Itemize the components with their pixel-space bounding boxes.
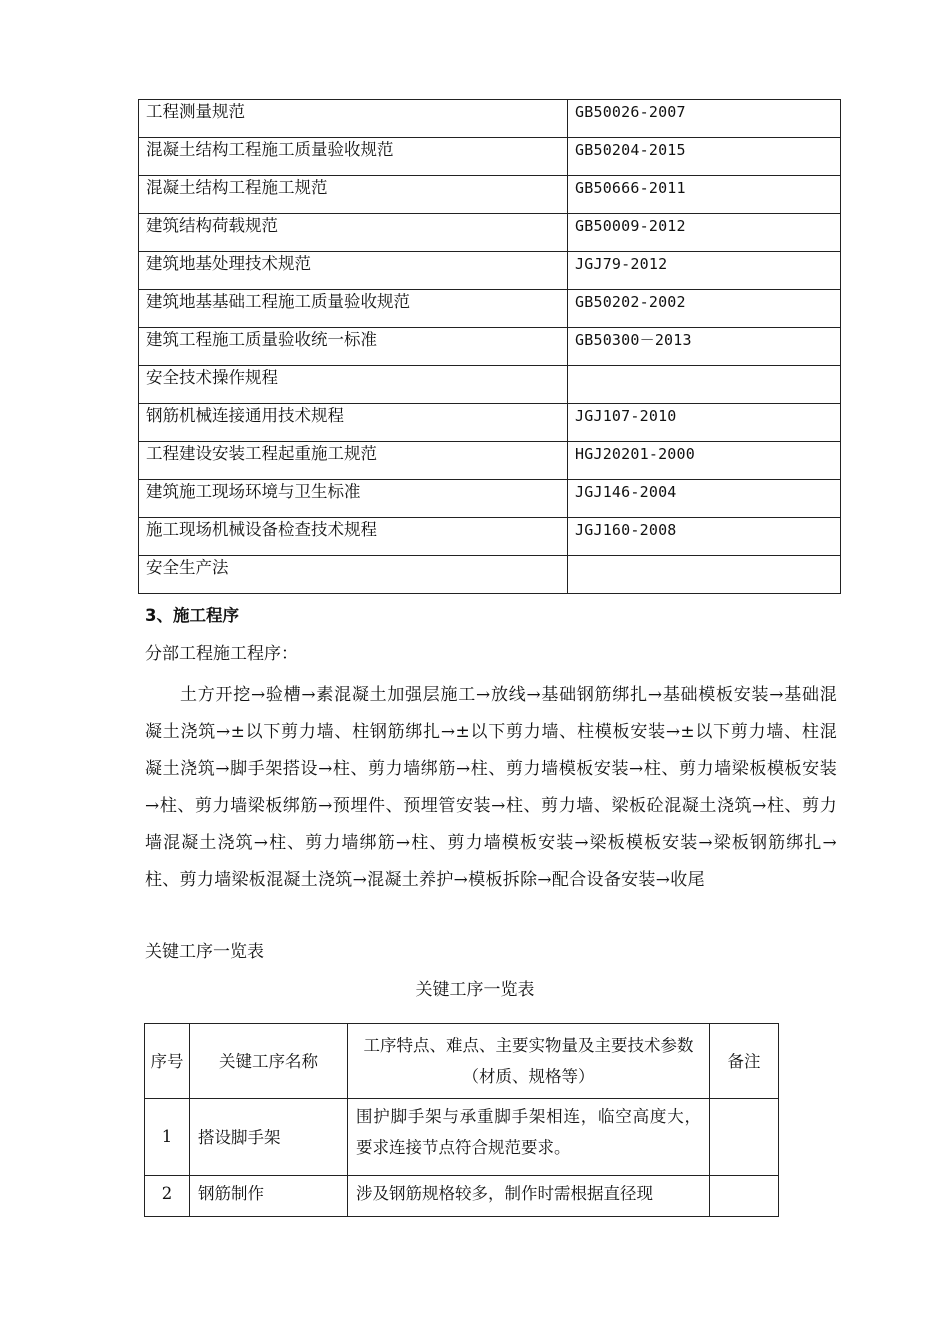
table-row (139, 214, 841, 252)
row-name: 钢筋制作 (190, 1176, 348, 1217)
table-row (139, 556, 841, 594)
row-note (710, 1099, 779, 1176)
standard-code: GB50300－2013 (568, 328, 841, 366)
table-row (139, 290, 841, 328)
section-intro: 分部工程施工程序： (145, 644, 298, 664)
standard-name: 工程测量规范 (139, 100, 568, 138)
standard-code (568, 556, 841, 594)
table-row (139, 442, 841, 480)
standard-code: JGJ146-2004 (568, 480, 841, 518)
row-desc: 涉及钢筋规格较多，制作时需根据直径现 (348, 1176, 710, 1217)
standard-name: 钢筋机械连接通用技术规程 (139, 404, 568, 442)
table-row (139, 138, 841, 176)
standard-code: JGJ107-2010 (568, 404, 841, 442)
table-row (139, 404, 841, 442)
header-name: 关键工序名称 (190, 1024, 348, 1099)
table-row (145, 1099, 779, 1176)
section-heading: 3、施工程序 (145, 606, 239, 625)
key-process-table (144, 1023, 779, 1217)
standard-code: GB50202-2002 (568, 290, 841, 328)
standard-name: 建筑工程施工质量验收统一标准 (139, 328, 568, 366)
standard-name: 混凝土结构工程施工质量验收规范 (139, 138, 568, 176)
table-row (139, 100, 841, 138)
row-name: 搭设脚手架 (190, 1099, 348, 1176)
standard-code: JGJ79-2012 (568, 252, 841, 290)
table-row (145, 1176, 779, 1217)
standard-name: 建筑地基基础工程施工质量验收规范 (139, 290, 568, 328)
list-label: 关键工序一览表 (145, 942, 264, 962)
standard-name: 混凝土结构工程施工规范 (139, 176, 568, 214)
row-seq: 2 (145, 1176, 190, 1217)
standard-code: JGJ160-2008 (568, 518, 841, 556)
standard-name: 建筑结构荷载规范 (139, 214, 568, 252)
table-header-row (145, 1024, 779, 1099)
header-seq: 序号 (145, 1024, 190, 1099)
standard-code: GB50204-2015 (568, 138, 841, 176)
standard-name: 建筑施工现场环境与卫生标准 (139, 480, 568, 518)
row-note (710, 1176, 779, 1217)
table-row (139, 328, 841, 366)
standard-name: 工程建设安装工程起重施工规范 (139, 442, 568, 480)
standard-code (568, 366, 841, 404)
standard-name: 安全生产法 (139, 556, 568, 594)
header-note: 备注 (710, 1024, 779, 1099)
header-desc: 工序特点、难点、主要实物量及主要技术参数（材质、规格等） (348, 1024, 710, 1099)
table-row (139, 518, 841, 556)
standard-name: 安全技术操作规程 (139, 366, 568, 404)
table-row (139, 252, 841, 290)
table-row (139, 480, 841, 518)
row-desc: 围护脚手架与承重脚手架相连，临空高度大，要求连接节点符合规范要求。 (348, 1099, 710, 1176)
standard-name: 建筑地基处理技术规范 (139, 252, 568, 290)
table-caption: 关键工序一览表 (415, 980, 535, 1000)
standards-table (138, 99, 841, 594)
row-seq: 1 (145, 1099, 190, 1176)
standard-code: HGJ20201-2000 (568, 442, 841, 480)
table-row (139, 366, 841, 404)
standard-name: 施工现场机械设备检查技术规程 (139, 518, 568, 556)
standard-code: GB50009-2012 (568, 214, 841, 252)
standard-code: GB50026-2007 (568, 100, 841, 138)
table-row (139, 176, 841, 214)
construction-flow-paragraph: 土方开挖→验槽→素混凝土加强层施工→放线→基础钢筋绑扎→基础模板安装→基础混凝土浇筑→±以下剪力墙、柱钢筋绑扎→±以下剪力墙、柱模板安装→±以下剪力墙、柱混凝土浇筑→脚手架搭设→柱、剪力墙绑筋→柱、剪力墙模板安装→柱、剪力墙梁板模板安装→柱、剪力墙梁板绑筋→预埋件、预埋管安装→柱、剪力墙、梁板砼混凝土浇筑→柱、剪力墙混凝土浇筑→柱、剪力墙绑筋→柱、剪力墙模板安装→梁板模板安装→梁板钢筋绑扎→柱、剪力墙梁板混凝土浇筑→混凝土养护→模板拆除→配合设备安装→收尾 (145, 685, 837, 890)
standard-code: GB50666-2011 (568, 176, 841, 214)
